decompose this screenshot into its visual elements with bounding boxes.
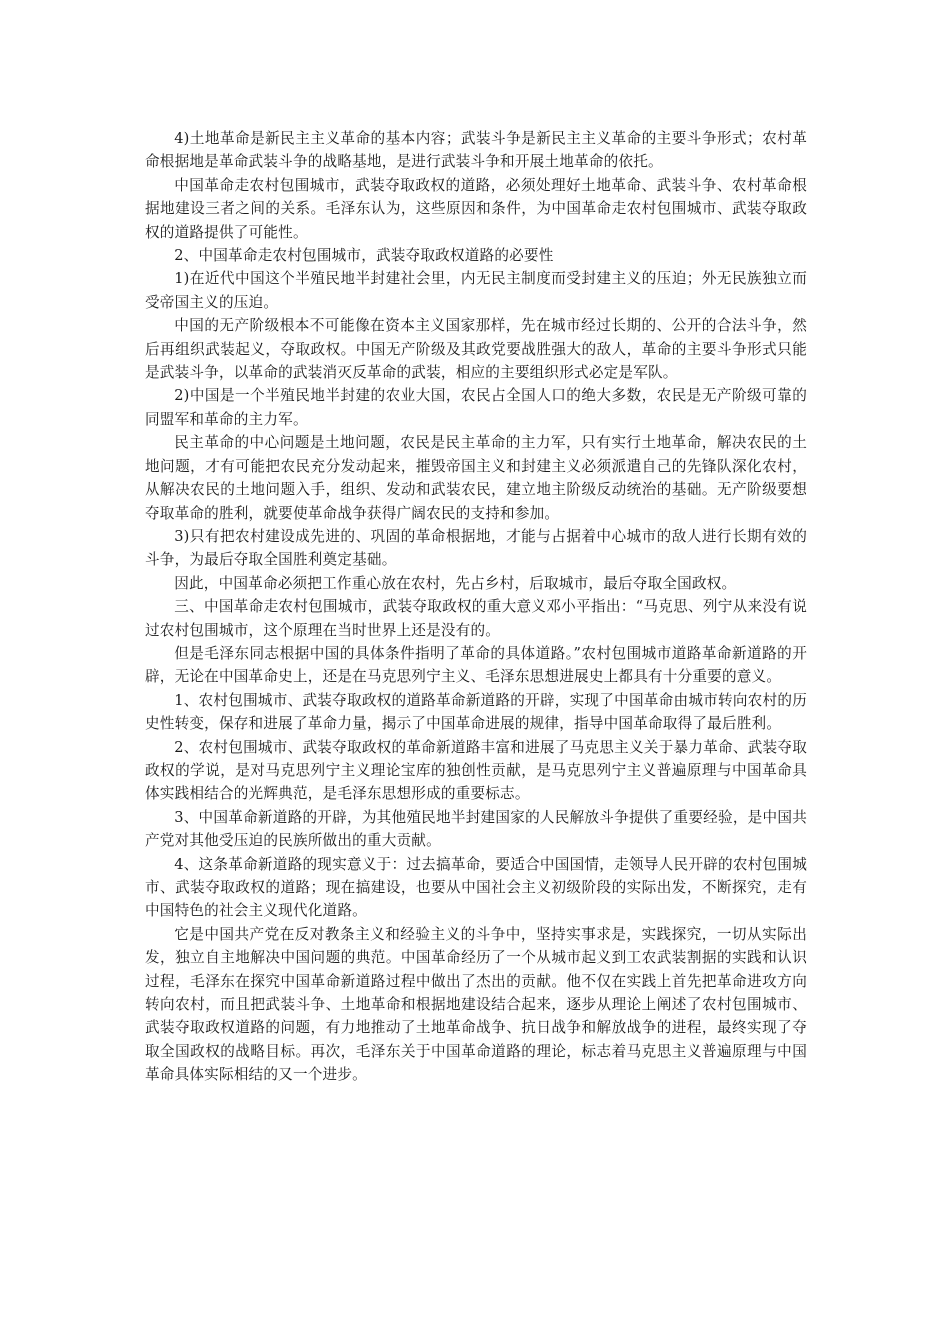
paragraph-6: 2)中国是一个半殖民地半封建的农业大国，农民占全国人口的绝大多数，农民是无产阶级可靠的同盟军和革命的主力军。: [145, 387, 807, 428]
section-heading-necessity: 2、中国革命走农村包围城市，武装夺取政权道路的必要性: [174, 247, 554, 265]
paragraph-11: 但是毛泽东同志根据中国的具体条件指明了革命的具体道路。”农村包围城市道路革命新道路的开辟，无论在中国革命史上，还是在马克思列宁主义、毛泽东思想进展史上都具有十分重要的意义。: [145, 644, 807, 686]
paragraph-15: 4、这条革命新道路的现实意义于：过去搞革命，要适合中国国情，走领导人民开辟的农村包围城市、武装夺取政权的道路；现在搞建设，也要从中国社会主义初级阶段的实际出发，不断探究，走有中国特色的社会主义现代化道路。: [145, 855, 807, 920]
paragraph-5: 中国的无产阶级根本不可能像在资本主义国家那样，先在城市经过长期的、公开的合法斗争，然后再组织武装起义，夺取政权。中国无产阶级及其政党要战胜强大的敌人，革命的主要斗争形式只能是武装斗争，以革命的武装消灭反革命的武装，相应的主要组织形式必定是军队。: [145, 317, 807, 382]
paragraph-7: 民主革命的中心问题是土地问题，农民是民主革命的主力军，只有实行土地革命，解决农民的土地问题，才有可能把农民充分发动起来，摧毁帝国主义和封建主义必须派遣自己的先锋队深化农村，从解决农民的土地问题入手，组织、发动和武装农民，建立地主阶级反动统治的基础。无产阶级要想夺取革命的胜利，就要使革命战争获得广阔农民的支持和参加。: [145, 434, 807, 522]
section-heading-significance: 三、中国革命走农村包围城市，武装夺取政权的重大意义邓小平指出：“马克思、列宁从来没有说过农村包围城市，这个原理在当时世界上还是没有的。: [145, 598, 807, 639]
paragraph-12: 1、农村包围城市、武装夺取政权的道路革命新道路的开辟，实现了中国革命由城市转向农村的历史性转变，保存和进展了革命力量，揭示了中国革命进展的规律，指导中国革命取得了最后胜利。: [145, 691, 807, 733]
paragraph-9: 因此，中国革命必须把工作重心放在农村，先占乡村，后取城市，最后夺取全国政权。: [174, 574, 737, 592]
paragraph-2: 中国革命走农村包围城市，武装夺取政权的道路，必须处理好土地革命、武装斗争、农村革命根据地建设三者之间的关系。毛泽东认为，这些原因和条件，为中国革命走农村包围城市、武装夺取政权的道路提供了可能性。: [145, 176, 807, 241]
paragraph-16: 它是中国共产党在反对教条主义和经验主义的斗争中，坚持实事求是，实践探究，一切从实际出发，独立自主地解决中国问题的典范。中国革命经历了一个从城市起义到工农武装割据的实践和认识过程，毛泽东在探究中国革命新道路过程中做出了杰出的贡献。他不仅在实践上首先把革命进攻方向转向农村，而且把武装斗争、土地革命和根据地建设结合起来，逐步从理论上阐述了农村包围城市、武装夺取政权道路的问题，有力地推动了土地革命战争、抗日战争和解放战争的进程，最终实现了夺取全国政权的战略目标。再次，毛泽东关于中国革命道路的理论，标志着马克思主义普遍原理与中国革命具体实际相结的又一个进步。: [145, 925, 807, 1084]
document-body: [145, 127, 807, 1087]
paragraph-8: 3)只有把农村建设成先进的、巩固的革命根据地，才能与占据着中心城市的敌人进行长期有效的斗争，为最后夺取全国胜利奠定基础。: [145, 527, 807, 569]
paragraph-14: 3、中国革命新道路的开辟，为其他殖民地半封建国家的人民解放斗争提供了重要经验，是中国共产党对其他受压迫的民族所做出的重大贡献。: [145, 808, 807, 850]
paragraph-1: 4)土地革命是新民主主义革命的基本内容；武装斗争是新民主主义革命的主要斗争形式；农村革命根据地是革命武装斗争的战略基地，是进行武装斗争和开展土地革命的依托。: [145, 130, 807, 171]
paragraph-13: 2、农村包围城市、武装夺取政权的革命新道路丰富和进展了马克思主义关于暴力革命、武装夺取政权的学说，是对马克思列宁主义理论宝库的独创性贡献，是马克思列宁主义普遍原理与中国革命具体实践相结合的光辉典范，是毛泽东思想形成的重要标志。: [145, 738, 807, 803]
paragraph-4: 1)在近代中国这个半殖民地半封建社会里，内无民主制度而受封建主义的压迫；外无民族独立而受帝国主义的压迫。: [145, 270, 807, 311]
